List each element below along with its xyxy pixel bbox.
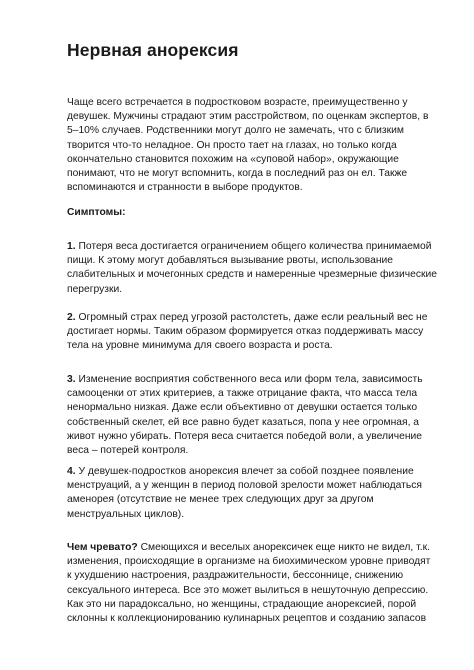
symptom-item-3 <box>67 373 447 458</box>
paragraph-line: живот нужно убирать. Потеря веса считается победой воли, а увеличение <box>67 430 423 442</box>
paragraph-line: слабительных и мочегонных средств и намеренные чрезмерные физические <box>67 269 437 281</box>
symptom-item-2 <box>67 311 447 354</box>
paragraph-line: тела на уровне минимума для своего возраста и роста. <box>67 340 333 352</box>
paragraph-line: Огромный страх перед угрозой растолстеть, даже если реальный вес не <box>75 312 428 323</box>
paragraph-line: 5–10% случаев. Родственники могут долго не замечать, что с близким <box>67 125 404 137</box>
paragraph-line: веса – потерей контроля. <box>67 445 189 457</box>
paragraph-line: перегрузки. <box>67 283 123 295</box>
paragraph-line: Изменение восприятия собственного веса или форм тела, зависимость <box>75 374 423 385</box>
paragraph-line: понимают, что не могут вспомнить, когда в последний раз он ел. Также <box>67 168 408 180</box>
paragraph-line: пищи. К этому могут добавляться вызывание рвоты, использование <box>67 255 394 267</box>
paragraph-line: Чаще всего встречается в подростковом возрасте, преимущественно у <box>67 97 408 108</box>
symptom-item-1 <box>67 240 447 297</box>
paragraph-line: аменорея (отсутствие не менее трех следующих друг за другом <box>67 494 374 506</box>
paragraph-line: творится что-то неладное. Он просто тает на глазах, но только когда <box>67 139 397 151</box>
paragraph-line: достигает нормы. Таким образом формируется отказ поддерживать массу <box>67 326 424 338</box>
paragraph-line: менструальных циклов). <box>67 508 185 520</box>
paragraph-line: Как это ни парадоксально, но женщины, страдающие анорексией, порой <box>67 598 417 610</box>
paragraph-line: Потеря веса достигается ограничением общего количества принимаемой <box>75 241 432 252</box>
paragraph-line: менструаций, а у женщин в период половой зрелости может наблюдаться <box>67 480 422 492</box>
symptom-number: 3. <box>67 374 76 385</box>
intro-paragraph <box>67 96 447 195</box>
symptoms-heading: Симптомы: <box>67 207 126 218</box>
page-title: Нервная анорексия <box>67 40 239 60</box>
symptom-number: 1. <box>67 241 76 252</box>
paragraph-line: сексуального интереса. Все это может вылиться в нешуточную депрессию. <box>67 584 429 596</box>
paragraph-line: окончательно становится похожим на «суповой набор», окружающие <box>67 153 399 165</box>
paragraph-line: склонны к коллекционированию кулинарных рецептов и созданию запасов <box>67 613 427 625</box>
symptom-item-4 <box>67 465 447 522</box>
paragraph-line: У девушек-подростков анорексия влечет за собой позднее появление <box>75 466 414 477</box>
consequences-lead: Чем чревато? <box>67 542 138 553</box>
paragraph-line: ненормально низкая. Даже если объективно от девушки остается только <box>67 402 418 414</box>
paragraph-line: Смеющихся и веселых анорексичек еще никто не видел, т.к. <box>137 542 430 553</box>
paragraph-line: к ухудшению настроения, раздражительности, бессоннице, снижению <box>67 570 404 582</box>
symptom-number: 2. <box>67 312 76 323</box>
symptom-number: 4. <box>67 466 76 477</box>
paragraph-line: девушек. Мужчины страдают этим расстройством, по оценкам экспертов, в <box>67 111 429 123</box>
paragraph-line: самооценки от этих критериев, а также отрицание факта, что масса тела <box>67 388 418 400</box>
consequences-paragraph <box>67 541 447 626</box>
paragraph-line: изменения, происходящие в организме на биохимическом уровне приводят <box>67 556 431 568</box>
paragraph-line: собственный скелет, ей все равно будет казаться, попа у нее огромная, а <box>67 416 420 428</box>
paragraph-line: вспоминаются и странности в выборе продуктов. <box>67 182 303 194</box>
